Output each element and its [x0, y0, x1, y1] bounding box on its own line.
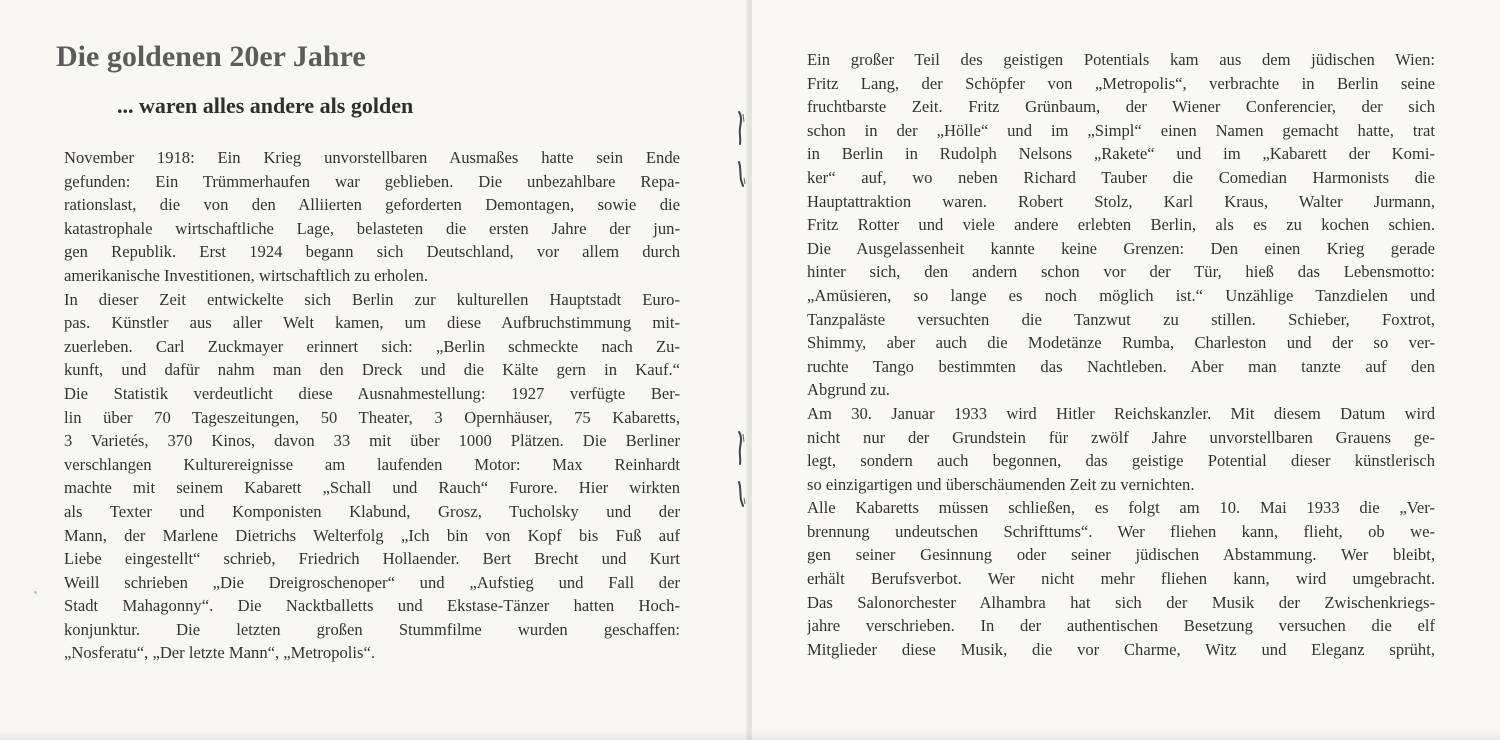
text-line: verschlangen Kulturereignisse am laufenden Motor: Max Reinhardt: [64, 454, 680, 474]
text-line: zuerleben. Carl Zuckmayer erinnert sich: „Berlin schmeckte nach Zu-: [64, 336, 680, 356]
text-line: erhält Berufsverbot. Wer nicht mehr fliehen kann, wird umgebracht.: [807, 569, 1435, 589]
text-line: amerikanische Investitionen, wirtschaftlich zu erholen.: [64, 265, 429, 285]
right-body-text: [807, 48, 1435, 661]
text-line: jahre verschrieben. In der authentischen Besetzung versuchen die elf: [807, 616, 1435, 636]
text-line: ker“ auf, wo neben Richard Tauber die Comedian Harmonists die: [807, 167, 1435, 187]
text-line: gefunden: Ein Trümmerhaufen war geblieben. Die unbezahlbare Repa-: [64, 171, 680, 191]
text-line: schon in der „Hölle“ und im „Simpl“ einen Namen gemacht hatte, trat: [807, 120, 1435, 140]
page-bottom-edge: [0, 730, 1500, 740]
binding-mark-icon: [734, 428, 748, 508]
text-line: ruchte Tango bestimmten das Nachtleben. Aber man tanzte auf den: [807, 356, 1435, 376]
text-line: Das Salonorchester Alhambra hat sich der Musik der Zwischenkriegs-: [807, 592, 1435, 612]
text-line: 3 Varietés, 370 Kinos, davon 33 mit über 1000 Plätzen. Die Berliner: [64, 431, 680, 451]
text-line: rationslast, die von den Alliierten geforderten Demontagen, sowie die: [64, 195, 680, 215]
text-line: fruchtbarste Zeit. Fritz Grünbaum, der Wiener Conferencier, der sich: [807, 97, 1435, 117]
text-line: Liebe eingestellt“ schrieb, Friedrich Hollaender. Bert Brecht und Kurt: [64, 549, 680, 569]
paper-speck: [34, 591, 37, 594]
text-line: Die Statistik verdeutlicht diese Ausnahmestellung: 1927 verfügte Ber-: [64, 383, 680, 403]
text-line: hinter sich, den andern schon vor der Tür, hieß das Lebensmotto:: [807, 262, 1435, 282]
text-line: Abgrund zu.: [807, 380, 890, 400]
text-line: Die Ausgelassenheit kannte keine Grenzen: Den einen Krieg gerade: [807, 238, 1435, 258]
text-line: In dieser Zeit entwickelte sich Berlin zur kulturellen Hauptstadt Euro-: [64, 289, 680, 309]
text-line: legt, sondern auch begonnen, das geistige Potential dieser künstlerisch: [807, 451, 1435, 471]
text-line: Ein großer Teil des geistigen Potentials kam aus dem jüdischen Wien:: [807, 50, 1435, 69]
text-line: Shimmy, aber auch die Modetänze Rumba, Charleston und der so ver-: [807, 333, 1435, 353]
text-line: Tanzpaläste versuchten die Tanzwut zu stillen. Schieber, Foxtrot,: [807, 309, 1435, 329]
text-line: katastrophale wirtschaftliche Lage, belasteten die ersten Jahre der jun-: [64, 218, 680, 238]
text-line: so einzigartigen und überschäumenden Zeit zu vernichten.: [807, 474, 1195, 494]
text-line: als Texter und Komponisten Klabund, Grosz, Tucholsky und der: [64, 501, 680, 521]
text-line: in Berlin in Rudolph Nelsons „Rakete“ und im „Kabarett der Komi-: [807, 144, 1435, 164]
text-line: Weill schrieben „Die Dreigroschenoper“ und „Aufstieg und Fall der: [64, 572, 680, 592]
page-title: Die goldenen 20er Jahre: [56, 40, 366, 73]
text-line: konjunktur. Die letzten großen Stummfilme wurden geschaffen:: [64, 619, 680, 639]
text-line: machte mit seinem Kabarett „Schall und Rauch“ Furore. Hier wirkten: [64, 478, 680, 498]
text-line: Stadt Mahagonny“. Die Nacktballetts und Ekstase-Tänzer hatten Hoch-: [64, 596, 680, 616]
right-page: [752, 0, 1500, 740]
text-line: brennung undeutschen Schrifttums“. Wer fliehen kann, flieht, ob we-: [807, 521, 1435, 541]
left-body-text: [64, 146, 680, 665]
text-line: gen Republik. Erst 1924 begann sich Deutschland, vor allem durch: [64, 242, 680, 262]
text-line: Hauptattraktion waren. Robert Stolz, Karl Kraus, Walter Jurmann,: [807, 191, 1435, 211]
binding-mark-icon: [734, 108, 748, 188]
text-line: Mann, der Marlene Dietrichs Welterfolg „Ich bin von Kopf bis Fuß auf: [64, 525, 680, 545]
text-line: November 1918: Ein Krieg unvorstellbaren Ausmaßes hatte sein Ende: [64, 148, 680, 167]
left-page: [0, 0, 748, 740]
text-line: kunft, und dafür nahm man den Dreck und die Kälte gern in Kauf.“: [64, 360, 680, 380]
text-line: „Amüsieren, so lange es noch möglich ist.“ Unzählige Tanzdielen und: [807, 285, 1435, 305]
text-line: lin über 70 Tageszeitungen, 50 Theater, 3 Opernhäuser, 75 Kabaretts,: [64, 407, 680, 427]
text-line: Alle Kabaretts müssen schließen, es folgt am 10. Mai 1933 die „Ver-: [807, 498, 1435, 518]
text-line: „Nosferatu“, „Der letzte Mann“, „Metropolis“.: [64, 643, 375, 663]
text-line: Fritz Rotter und viele andere erlebten Berlin, als es zu kochen schien.: [807, 215, 1435, 235]
text-line: Am 30. Januar 1933 wird Hitler Reichskanzler. Mit diesem Datum wird: [807, 403, 1435, 423]
text-line: nicht nur der Grundstein für zwölf Jahre unvorstellbaren Grauens ge-: [807, 427, 1435, 447]
text-line: gen seiner Gesinnung oder seiner jüdischen Abstammung. Wer bleibt,: [807, 545, 1435, 565]
page-subtitle: ... waren alles andere als golden: [117, 93, 414, 118]
text-line: Mitglieder diese Musik, die vor Charme, Witz und Eleganz sprüht,: [807, 639, 1435, 659]
text-line: pas. Künstler aus aller Welt kamen, um diese Aufbruchstimmung mit-: [64, 313, 680, 333]
text-line: Fritz Lang, der Schöpfer von „Metropolis“, verbrachte in Berlin seine: [807, 73, 1435, 93]
